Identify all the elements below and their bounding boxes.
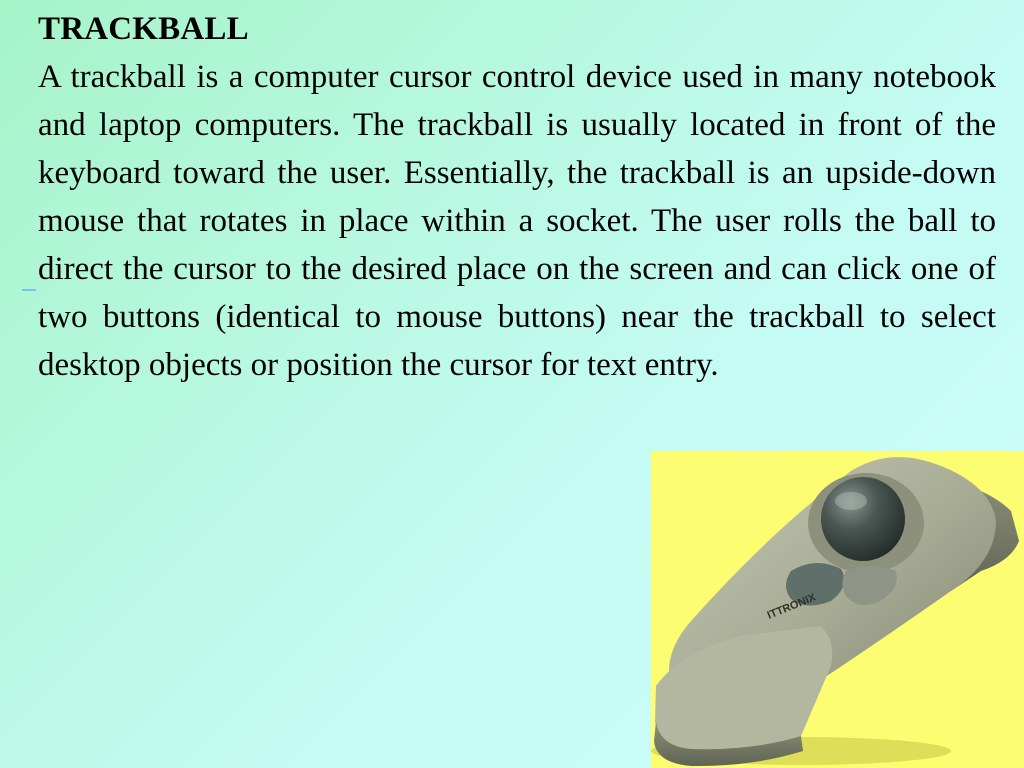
trackball-illustration	[651, 451, 1024, 768]
brand-label: ITTRONIX	[765, 591, 818, 622]
slide-body-text: A trackball is a computer cursor control device used in many notebook and laptop computers. The trackball is usually located in front of the keyboard toward the user. Essentially, the trackball is an upside-down mouse that rotates in place within a socket. The user rolls the ball to direct the cursor to the desired place on the screen and can click one of two buttons (identical to mouse buttons) near the trackball to select desktop objects or position the cursor for text entry.	[38, 59, 996, 383]
trackball-ball	[821, 477, 905, 561]
trackball-photo	[651, 451, 1024, 768]
slide-title: TRACKBALL	[38, 11, 249, 47]
ball-highlight	[835, 492, 867, 510]
decorative-tick	[22, 289, 36, 291]
